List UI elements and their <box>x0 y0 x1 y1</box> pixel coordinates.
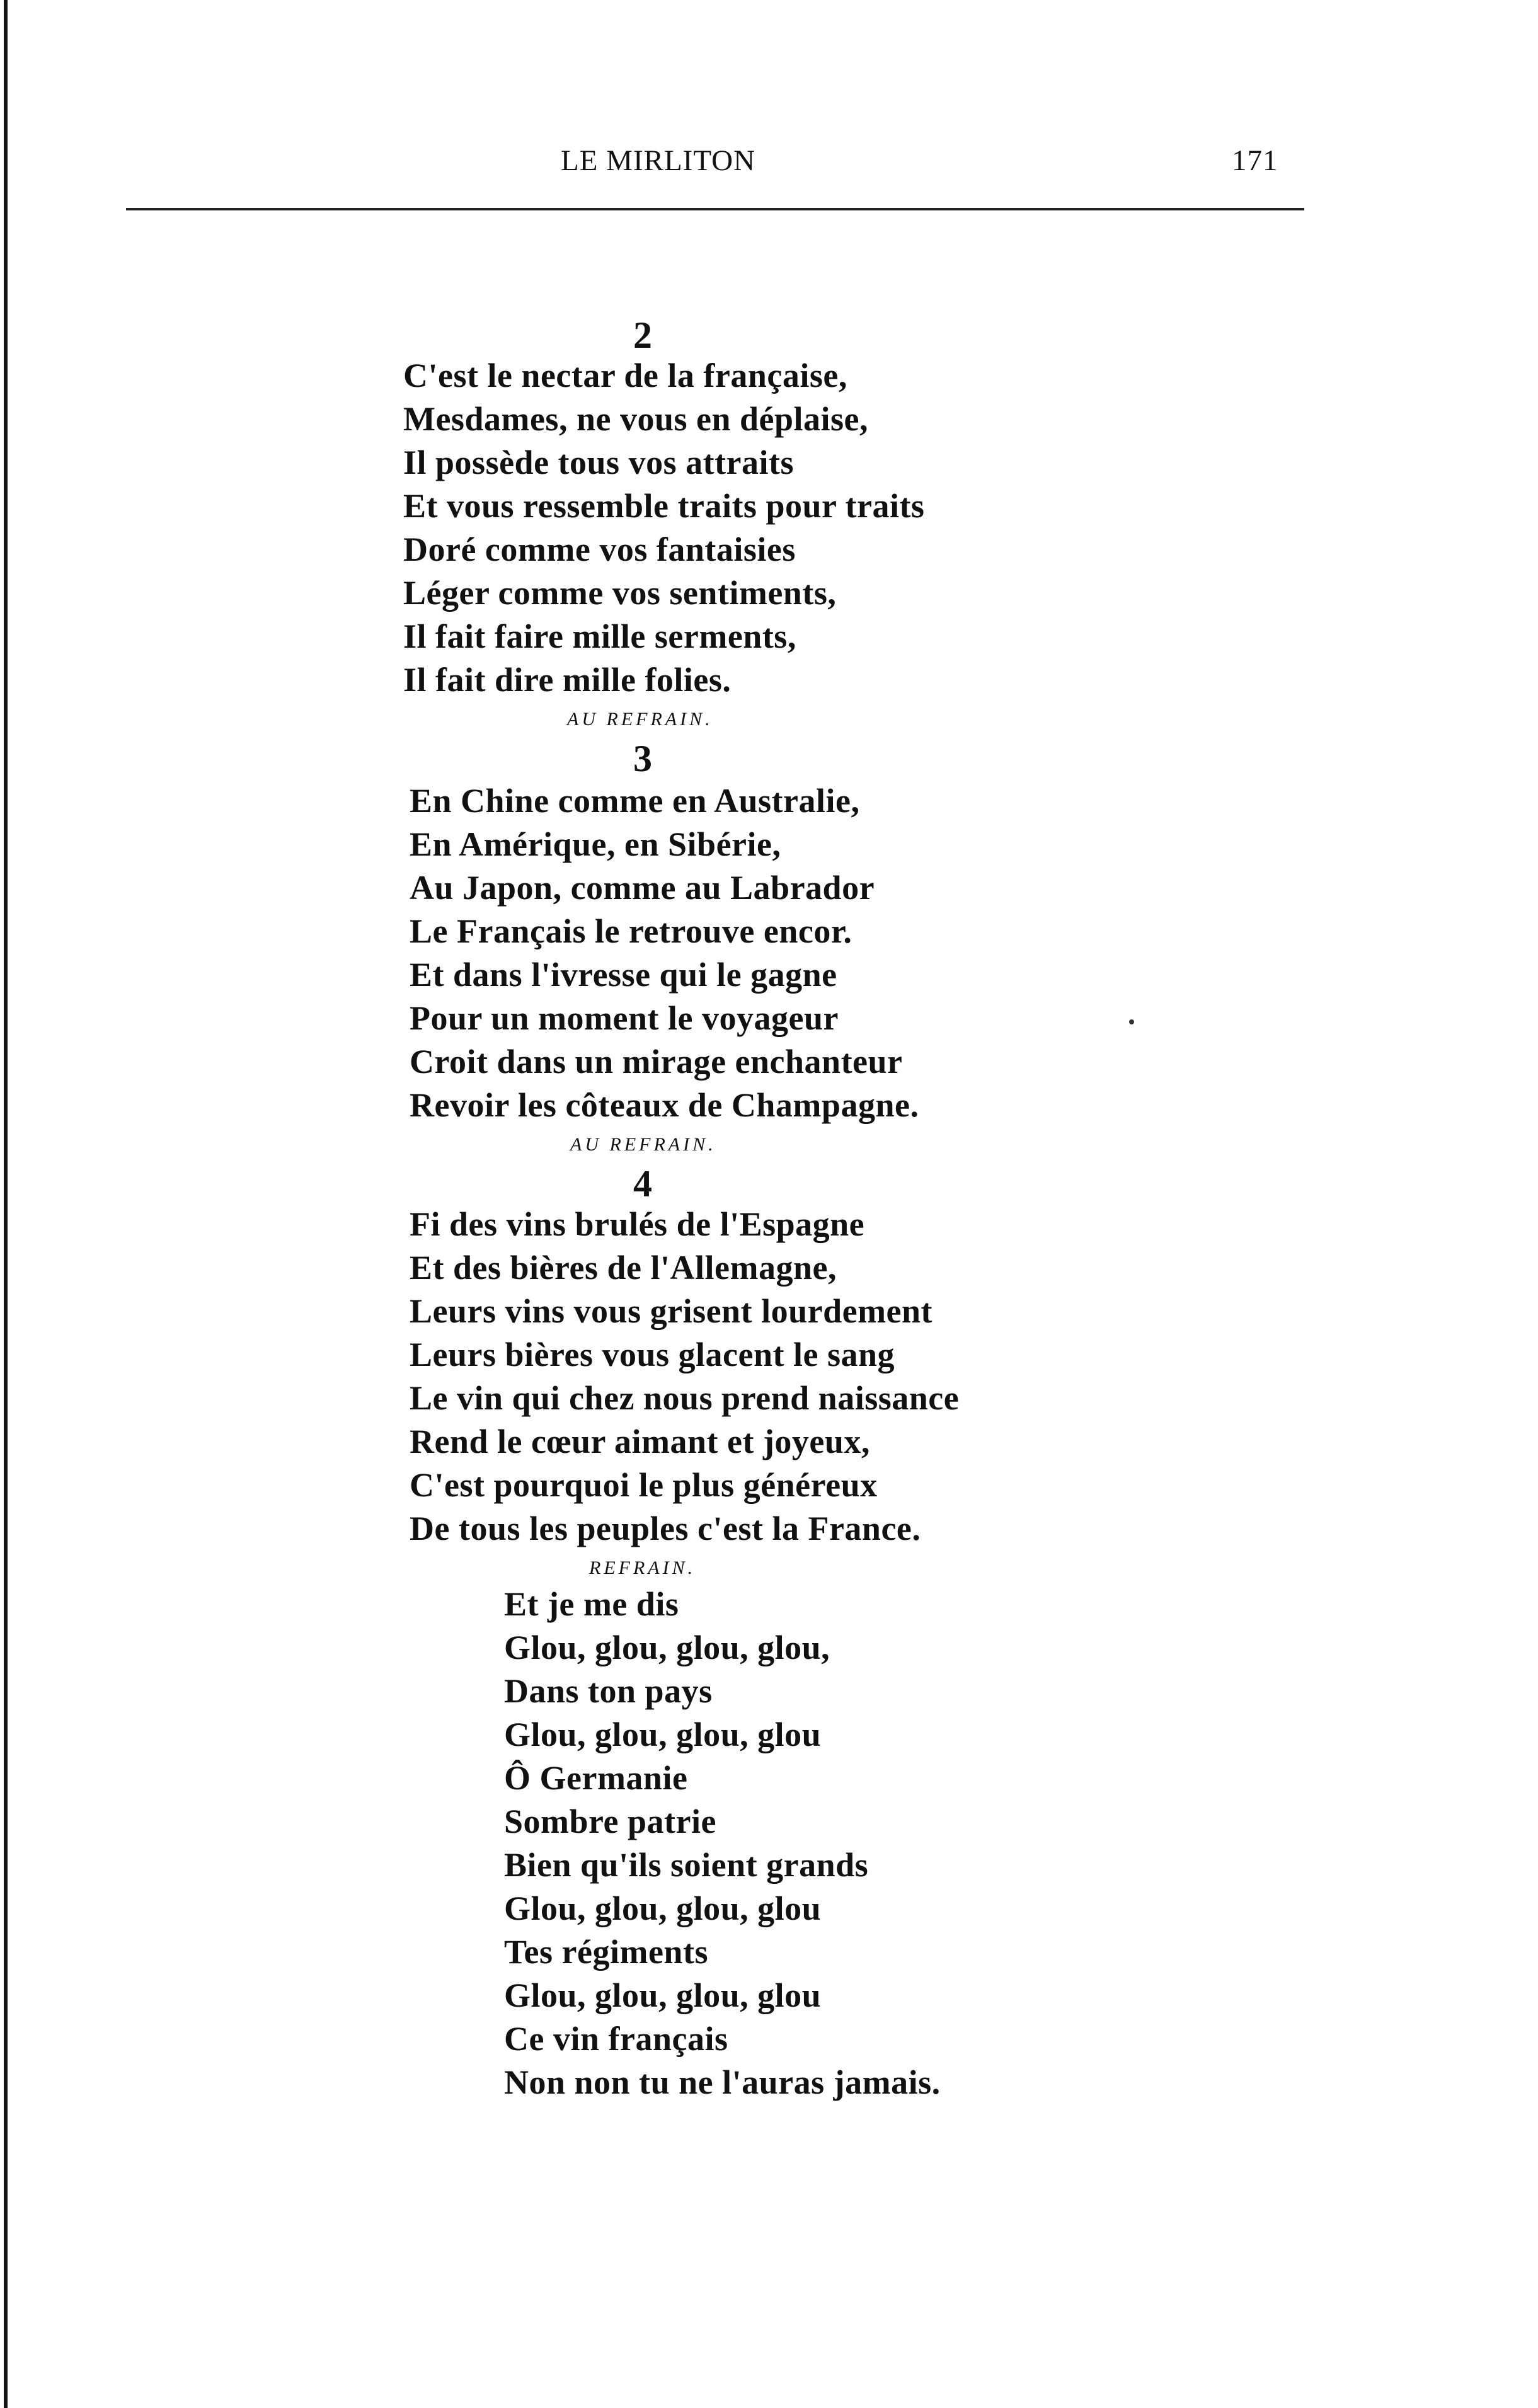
refrain-line: Tes régiments <box>504 1933 708 1971</box>
verse-line: Revoir les côteaux de Champagne. <box>410 1086 919 1124</box>
verse-line: Au Japon, comme au Labrador <box>410 869 875 907</box>
verse-line: Le Français le retrouve encor. <box>410 912 852 950</box>
stanza-number: 2 <box>633 314 652 356</box>
refrain-line: Glou, glou, glou, glou <box>504 1976 822 2014</box>
verse-line: Mesdames, ne vous en déplaise, <box>403 400 869 438</box>
refrain-label: REFRAIN. <box>589 1557 696 1578</box>
verse-line: C'est le nectar de la française, <box>403 357 847 394</box>
verse-line: Il fait faire mille serments, <box>403 617 796 655</box>
verse-line: Croit dans un mirage enchanteur <box>410 1043 903 1081</box>
refrain-label: AU REFRAIN. <box>567 709 713 730</box>
verse-line: Pour un moment le voyageur <box>410 999 839 1037</box>
verse-line: Il possède tous vos attraits <box>403 444 795 481</box>
verse-line: Rend le cœur aimant et joyeux, <box>410 1423 870 1460</box>
refrain-line: Dans ton pays <box>504 1672 713 1710</box>
stray-mark <box>1129 1019 1134 1024</box>
refrain-line: Glou, glou, glou, glou, <box>504 1629 830 1666</box>
page-number: 171 <box>1232 144 1278 177</box>
stanza-number: 3 <box>633 738 652 779</box>
stanza-number: 4 <box>633 1163 652 1205</box>
refrain-line: Sombre patrie <box>504 1803 716 1840</box>
refrain-line: Et je me dis <box>504 1585 679 1623</box>
verse-line: Leurs bières vous glacent le sang <box>410 1336 895 1373</box>
verse-line: Et dans l'ivresse qui le gagne <box>410 956 837 994</box>
refrain-line: Non non tu ne l'auras jamais. <box>504 2063 941 2101</box>
refrain-line: Ô Germanie <box>504 1759 688 1797</box>
refrain-line: Glou, glou, glou, glou <box>504 1716 822 1753</box>
refrain-line: Ce vin français <box>504 2020 728 2058</box>
refrain-line: Glou, glou, glou, glou <box>504 1889 822 1927</box>
verse-line: De tous les peuples c'est la France. <box>410 1510 921 1547</box>
verse-line: Le vin qui chez nous prend naissance <box>410 1379 960 1417</box>
verse-line: Leurs vins vous grisent lourdement <box>410 1292 933 1330</box>
refrain-label: AU REFRAIN. <box>570 1134 716 1155</box>
verse-line: Doré comme vos fantaisies <box>403 530 796 568</box>
verse-line: En Amérique, en Sibérie, <box>410 825 781 863</box>
verse-line: C'est pourquoi le plus généreux <box>410 1466 878 1504</box>
refrain-line: Bien qu'ils soient grands <box>504 1846 869 1884</box>
verse-line: En Chine comme en Australie, <box>410 782 860 820</box>
verse-line: Léger comme vos sentiments, <box>403 574 837 612</box>
verse-line: Et vous ressemble traits pour traits <box>403 487 925 525</box>
verse-line: Fi des vins brulés de l'Espagne <box>410 1205 865 1243</box>
verse-line: Il fait dire mille folies. <box>403 661 732 699</box>
running-title: LE MIRLITON <box>561 144 756 177</box>
verse-line: Et des bières de l'Allemagne, <box>410 1249 837 1287</box>
